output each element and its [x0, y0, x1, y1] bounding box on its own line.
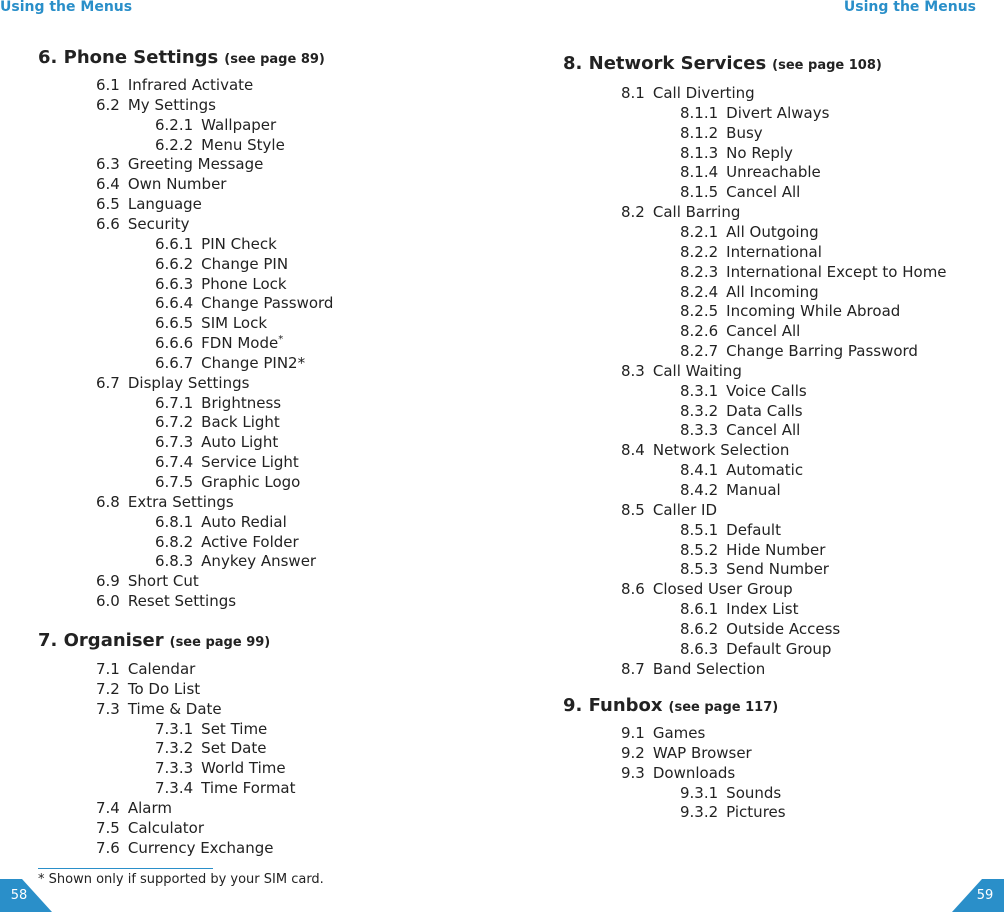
- menu-item-label: Language: [127, 195, 202, 214]
- menu-item-label: Outside Access: [726, 619, 841, 638]
- menu-item: [155, 275, 287, 293]
- menu-item-label: Brightness: [201, 393, 282, 412]
- menu-item-label: Downloads: [652, 763, 736, 782]
- footnote-rule: [38, 868, 213, 869]
- menu-item-label: Default: [726, 520, 781, 539]
- menu-item-number: 6.7.2: [155, 413, 194, 432]
- menu-item-number: 7.2: [96, 679, 120, 698]
- menu-item: [680, 640, 831, 658]
- menu-item-number: 8.3.1: [680, 381, 719, 400]
- menu-item-number: 6.6.1: [155, 234, 194, 253]
- menu-item: [155, 759, 286, 777]
- menu-item-number: 8.1: [621, 84, 645, 102]
- menu-item-label: Reset Settings: [127, 592, 237, 611]
- footnote: * Shown only if supported by your SIM card.: [38, 872, 324, 887]
- menu-item-label: Own Number: [127, 175, 227, 194]
- menu-item-label: Calculator: [127, 818, 205, 837]
- menu-item-label: FDN Mode: [201, 334, 279, 353]
- menu-item-label: Call Diverting: [652, 84, 755, 102]
- menu-item-number: 8.4.2: [680, 481, 719, 499]
- menu-item: [621, 362, 742, 380]
- menu-item-label: Voice Calls: [726, 381, 807, 400]
- menu-item-label: Menu Style: [201, 135, 285, 154]
- menu-item: [155, 552, 316, 570]
- menu-item-number: 8.2.4: [680, 282, 719, 301]
- menu-item-label: Send Number: [726, 560, 829, 579]
- menu-item: [680, 183, 800, 201]
- menu-item-number: 8.1.3: [680, 143, 719, 162]
- menu-item: [155, 314, 267, 332]
- menu-item-label: Cancel All: [726, 322, 801, 341]
- menu-item: [680, 560, 829, 578]
- menu-item-number: 7.6: [96, 838, 120, 857]
- menu-item-number: 8.2.5: [680, 302, 719, 321]
- menu-item: [680, 322, 800, 340]
- menu-item: [621, 84, 755, 102]
- menu-item-label: Extra Settings: [127, 492, 234, 511]
- page-reference: (see page 89): [224, 52, 325, 67]
- menu-item: [155, 294, 333, 312]
- menu-item-number: 7.3.3: [155, 759, 194, 778]
- menu-item: [621, 660, 765, 678]
- menu-item-number: 6.1: [96, 76, 120, 94]
- menu-item: [680, 803, 786, 821]
- menu-item-label: Anykey Answer: [201, 552, 317, 571]
- menu-item-number: 6.8: [96, 492, 120, 511]
- menu-item-label: Closed User Group: [652, 580, 793, 599]
- menu-item-label: Graphic Logo: [201, 473, 301, 491]
- menu-item: [155, 116, 276, 134]
- section-title-phone-settings: 6. Phone Settings (see page 89): [38, 47, 325, 68]
- menu-item-number: 8.3.3: [680, 421, 719, 440]
- menu-item-number: 8.2.1: [680, 222, 719, 241]
- menu-item-number: 9.1: [621, 724, 645, 742]
- menu-item-label: Hide Number: [726, 540, 826, 559]
- menu-item-number: 6.7.1: [155, 393, 194, 412]
- menu-item: [96, 374, 249, 392]
- menu-item: [621, 441, 789, 459]
- menu-item: [155, 413, 280, 431]
- menu-item: [680, 283, 819, 301]
- menu-item: [621, 764, 735, 782]
- menu-item-number: 6.6.4: [155, 294, 194, 313]
- menu-item: [680, 223, 819, 241]
- menu-item-label: Infrared Activate: [127, 76, 254, 94]
- menu-item-number: 6.7.3: [155, 433, 194, 452]
- menu-item-label: No Reply: [726, 143, 793, 162]
- menu-item: [96, 96, 216, 114]
- menu-item-label: Default Group: [726, 639, 832, 658]
- menu-item-label: International: [726, 242, 822, 261]
- menu-item-number: 8.1.1: [680, 103, 719, 122]
- menu-item-label: Unreachable: [726, 163, 821, 182]
- menu-item-label: PIN Check: [201, 234, 277, 253]
- page-number-tab-left: [0, 879, 52, 912]
- menu-item: [621, 203, 740, 221]
- menu-item: [96, 799, 172, 817]
- menu-item-label: Manual: [726, 481, 781, 499]
- menu-item-number: 7.3: [96, 699, 120, 718]
- menu-item-number: 8.3: [621, 361, 645, 380]
- menu-item-number: 6.6.5: [155, 314, 194, 333]
- menu-item-label: Phone Lock: [201, 274, 287, 293]
- running-header-right: Using the Menus: [843, 0, 976, 15]
- menu-item-label: Back Light: [201, 413, 280, 432]
- menu-item-label: Time & Date: [127, 699, 222, 718]
- menu-item-number: 9.2: [621, 743, 645, 762]
- menu-item-number: 8.3.2: [680, 401, 719, 420]
- menu-item: [680, 243, 822, 261]
- menu-item: [680, 124, 763, 142]
- menu-item-label: Calendar: [127, 660, 196, 678]
- menu-item: [155, 255, 288, 273]
- menu-item-number: 6.6.2: [155, 254, 194, 273]
- menu-item: [680, 784, 781, 802]
- menu-item: [680, 104, 829, 122]
- menu-item: [155, 513, 287, 531]
- menu-item-number: 6.2: [96, 95, 120, 114]
- menu-item-number: 8.5.2: [680, 540, 719, 559]
- menu-item-label: Service Light: [201, 453, 299, 472]
- menu-item: [680, 481, 781, 499]
- menu-item-number: 6.0: [96, 592, 120, 611]
- menu-item: [155, 533, 299, 551]
- menu-item-number: 6.2.2: [155, 135, 194, 154]
- section-title-funbox: 9. Funbox (see page 117): [563, 695, 779, 716]
- menu-item: [155, 394, 281, 412]
- menu-item-label: Change PIN: [201, 254, 289, 273]
- menu-item-label: SIM Lock: [201, 314, 268, 333]
- menu-item-label: Time Format: [201, 779, 296, 798]
- menu-item: [680, 163, 821, 181]
- menu-item-label: Busy: [726, 123, 763, 142]
- menu-item: [96, 155, 263, 173]
- page-number-left: 58: [10, 888, 28, 903]
- menu-item-number: 8.6.1: [680, 600, 719, 619]
- menu-item-number: 8.5.1: [680, 520, 719, 539]
- menu-item-label: Games: [652, 724, 706, 742]
- menu-item-number: 8.4.1: [680, 461, 719, 480]
- menu-item: [155, 720, 267, 738]
- menu-item-number: 9.3.2: [680, 803, 719, 822]
- menu-item: [96, 700, 222, 718]
- menu-item-number: 6.4: [96, 175, 120, 194]
- menu-item-label: Cancel All: [726, 183, 801, 202]
- menu-item-number: 8.2: [621, 203, 645, 222]
- menu-item-label: Set Time: [201, 719, 268, 738]
- page-reference: (see page 108): [772, 58, 882, 73]
- menu-item: [155, 235, 277, 253]
- menu-item-number: 6.3: [96, 155, 120, 174]
- menu-item: [155, 334, 283, 352]
- menu-item-number: 8.2.7: [680, 342, 719, 361]
- menu-item-number: 6.9: [96, 572, 120, 591]
- menu-item: [680, 144, 793, 162]
- menu-item-label: Greeting Message: [127, 155, 264, 174]
- menu-item-number: 7.3.4: [155, 779, 194, 798]
- menu-item-number: 8.2.2: [680, 242, 719, 261]
- menu-item: [680, 600, 798, 618]
- menu-item-label: Change Barring Password: [726, 342, 918, 361]
- menu-item: [621, 580, 793, 598]
- section-title-network-services: 8. Network Services (see page 108): [563, 53, 882, 74]
- menu-item-label: Pictures: [726, 803, 786, 822]
- menu-item-label: Automatic: [726, 461, 804, 480]
- menu-item: [680, 402, 803, 420]
- menu-item-number: 6.6.7: [155, 353, 194, 372]
- menu-item-number: 6.8.2: [155, 532, 194, 551]
- menu-item: [155, 354, 305, 372]
- menu-item: [96, 195, 202, 213]
- menu-item: [680, 421, 800, 439]
- menu-item: [96, 592, 236, 610]
- menu-item-label: Auto Light: [201, 433, 279, 452]
- menu-item: [621, 501, 717, 519]
- menu-item: [680, 342, 918, 360]
- menu-item-label: All Incoming: [726, 282, 819, 301]
- menu-item-label: WAP Browser: [652, 743, 752, 762]
- menu-item-number: 9.3: [621, 763, 645, 782]
- menu-item-number: 9.3.1: [680, 783, 719, 802]
- menu-item-label: Caller ID: [652, 500, 717, 519]
- menu-item: [96, 76, 253, 94]
- menu-item-number: 6.7.5: [155, 473, 194, 491]
- menu-item: [96, 680, 200, 698]
- menu-item-label: Alarm: [127, 798, 172, 817]
- menu-item-label: Auto Redial: [201, 512, 287, 531]
- menu-item-number: 8.2.3: [680, 262, 719, 281]
- menu-item: [96, 493, 234, 511]
- menu-item-number: 7.1: [96, 660, 120, 678]
- running-header-left: Using the Menus: [0, 0, 133, 15]
- menu-item: [680, 620, 840, 638]
- menu-item: [96, 215, 189, 233]
- menu-item-number: 8.1.5: [680, 183, 719, 202]
- menu-item-number: 6.6.6: [155, 334, 194, 353]
- menu-item-label: International Except to Home: [726, 262, 947, 281]
- menu-item-label: Call Barring: [652, 203, 741, 222]
- menu-item: [155, 433, 278, 451]
- page-number-tab-right: [952, 879, 1004, 912]
- menu-item-number: 8.1.2: [680, 123, 719, 142]
- menu-item-label: Change PIN2*: [201, 353, 306, 372]
- menu-item: [96, 839, 274, 857]
- menu-item: [155, 473, 300, 491]
- menu-item-number: 7.5: [96, 818, 120, 837]
- menu-item-label: Data Calls: [726, 401, 803, 420]
- menu-item-number: 8.6: [621, 580, 645, 599]
- menu-item-label: Network Selection: [652, 441, 790, 460]
- menu-item-label: World Time: [201, 759, 286, 778]
- menu-item-number: 8.1.4: [680, 163, 719, 182]
- menu-item: [96, 175, 226, 193]
- menu-item-label: Change Password: [201, 294, 334, 313]
- menu-item-label: Band Selection: [652, 659, 766, 678]
- menu-item-label: Divert Always: [726, 103, 830, 122]
- menu-item-number: 8.7: [621, 659, 645, 678]
- page-reference: (see page 99): [169, 635, 271, 650]
- menu-item-label: Index List: [726, 600, 799, 619]
- menu-item-number: 8.6.3: [680, 639, 719, 658]
- menu-item-label: Call Waiting: [652, 361, 742, 380]
- menu-item-label: Display Settings: [127, 373, 250, 392]
- menu-item-number: 8.6.2: [680, 619, 719, 638]
- menu-item-number: 6.8.3: [155, 552, 194, 571]
- menu-item-number: 7.4: [96, 798, 120, 817]
- menu-item-number: 6.7.4: [155, 453, 194, 472]
- section-title-organiser: 7. Organiser (see page 99): [38, 630, 271, 651]
- menu-item-number: 6.7: [96, 373, 120, 392]
- menu-item: [680, 521, 781, 539]
- menu-item-number: 7.3.2: [155, 739, 194, 758]
- menu-item-label: Active Folder: [201, 532, 299, 551]
- page-number-right: 59: [976, 888, 994, 903]
- menu-item: [155, 136, 285, 154]
- menu-item-number: 7.3.1: [155, 719, 194, 738]
- menu-item-number: 6.2.1: [155, 115, 194, 134]
- menu-item: [155, 453, 299, 471]
- menu-item-label: Incoming While Abroad: [726, 302, 901, 321]
- menu-item-number: 8.5.3: [680, 560, 719, 579]
- menu-item-number: 8.4: [621, 441, 645, 460]
- menu-item-number: 6.5: [96, 195, 120, 214]
- menu-item-number: 6.6.3: [155, 274, 194, 293]
- menu-item: [96, 572, 199, 590]
- menu-item-label: Short Cut: [127, 572, 199, 591]
- menu-item-label: Sounds: [726, 783, 782, 802]
- menu-item-label: My Settings: [127, 95, 216, 114]
- menu-item: [621, 744, 752, 762]
- page-reference: (see page 117): [668, 700, 779, 715]
- menu-item-label: All Outgoing: [726, 222, 819, 241]
- menu-item-number: 6.6: [96, 214, 120, 233]
- menu-item: [680, 461, 803, 479]
- menu-item-label: Wallpaper: [201, 115, 277, 134]
- menu-item-number: 8.2.6: [680, 322, 719, 341]
- menu-item: [621, 724, 705, 742]
- menu-item: [96, 819, 204, 837]
- menu-item: [96, 660, 195, 678]
- menu-item-label: Cancel All: [726, 421, 801, 440]
- menu-item-label: Currency Exchange: [127, 838, 274, 857]
- menu-item-label: Security: [127, 214, 190, 233]
- menu-item: [680, 541, 825, 559]
- menu-item-number: 8.5: [621, 500, 645, 519]
- menu-item: [155, 739, 266, 757]
- menu-item: [680, 382, 807, 400]
- footnote-marker: *: [278, 334, 284, 346]
- menu-item-label: To Do List: [127, 679, 201, 698]
- menu-item-label: Set Date: [201, 739, 267, 758]
- menu-item: [155, 779, 296, 797]
- menu-item-number: 6.8.1: [155, 512, 194, 531]
- menu-item: [680, 263, 947, 281]
- menu-item: [680, 302, 900, 320]
